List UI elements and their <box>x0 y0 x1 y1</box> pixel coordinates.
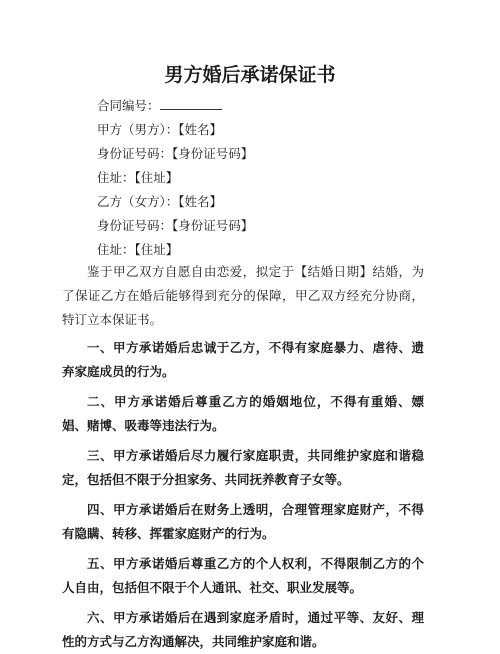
party-b-address-label: 住址： <box>97 242 135 257</box>
clause-5: 五、甲方承诺婚后尊重乙方的个人权利，不得限制乙方的个人自由，包括但不限于个人通讯、社交、职业发展等。 <box>62 556 424 595</box>
party-a-line <box>97 120 222 138</box>
party-a-id-value: 【身份证号码】 <box>172 146 254 161</box>
party-a-address-line <box>97 168 178 186</box>
clause-2: 二、甲方承诺婚后尊重乙方的婚姻地位，不得有重婚、嫖娼、赌博、吸毒等违法行为。 <box>62 394 424 433</box>
party-b-id-label: 身份证号码： <box>97 218 173 233</box>
party-b-line <box>97 192 222 210</box>
party-a-address-label: 住址： <box>97 170 135 185</box>
party-b-address-value: 【住址】 <box>134 242 179 257</box>
party-b-id-value: 【身份证号码】 <box>172 218 254 233</box>
clause-4: 四、甲方承诺婚后在财务上透明，合理管理家庭财产，不得有隐瞒、转移、挥霍家庭财产的行为。 <box>62 502 424 541</box>
contract-number-blank <box>160 97 222 110</box>
clause-3: 三、甲方承诺婚后尽力履行家庭职责，共同维护家庭和谐稳定，包括但不限于分担家务、共同抚养教育子女等。 <box>62 448 424 487</box>
party-a-label: 甲方（男方）： <box>97 122 179 137</box>
party-b-name: 【姓名】 <box>178 194 223 209</box>
party-a-address-value: 【住址】 <box>134 170 179 185</box>
party-a-id-line <box>97 144 253 162</box>
clause-1: 一、甲方承诺婚后忠诚于乙方，不得有家庭暴力、虐待、遗弃家庭成员的行为。 <box>62 340 424 379</box>
contract-number-line <box>97 96 222 114</box>
intro-paragraph: 鉴于甲乙双方自愿自由恋爱，拟定于【结婚日期】结婚，为了保证乙方在婚后能够得到充分的保障，甲乙双方经充分协商，特订立本保证书。 <box>62 264 424 327</box>
party-a-id-label: 身份证号码： <box>97 146 173 161</box>
party-a-name: 【姓名】 <box>178 122 223 137</box>
contract-number-label: 合同编号： <box>97 98 160 113</box>
party-b-label: 乙方（女方）： <box>97 194 179 209</box>
party-b-address-line <box>97 240 178 258</box>
party-b-id-line <box>97 216 253 234</box>
clause-6: 六、甲方承诺婚后在遇到家庭矛盾时，通过平等、友好、理性的方式与乙方沟通解决，共同维护家庭和谐。 <box>62 610 424 649</box>
document-title: 男方婚后承诺保证书 <box>164 64 336 86</box>
